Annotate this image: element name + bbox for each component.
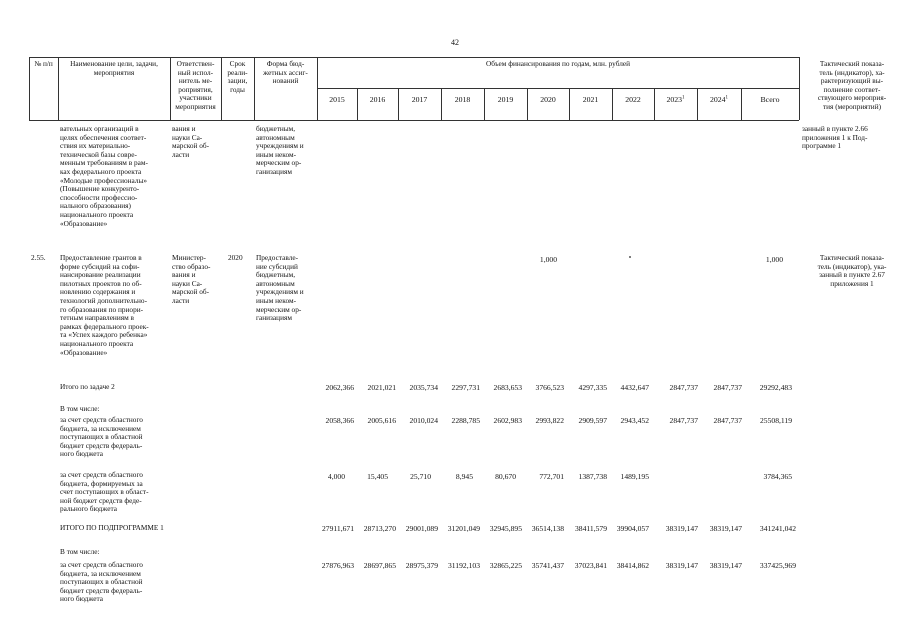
including-label: В том числе:	[60, 404, 100, 413]
federal-funds-label: за счет средств областного бюджета, формируемых за счет поступающих в област- ной бюджет средств феде- рального бюджета	[60, 470, 149, 514]
year-header: 2021	[582, 95, 599, 104]
value-total: 1,000	[765, 255, 783, 264]
value-cell: 27911,671	[322, 524, 354, 533]
value-cell: 2683,653	[493, 383, 522, 392]
col-form-header: Форма бюд- жетных ассиг- нований	[263, 59, 308, 86]
col-term-header: Срок реали- зации, годы	[227, 59, 248, 94]
year-header: 2016	[369, 95, 386, 104]
subprogram-total-label: ИТОГО ПО ПОДПРОГРАММЕ 1	[60, 523, 164, 532]
value-cell: 39904,057	[616, 524, 649, 533]
value-cell: 80,670	[495, 472, 516, 481]
value-cell: 29001,089	[405, 524, 438, 533]
year-header: 2023$^1$	[666, 95, 685, 104]
value-cell: 29292,483	[759, 383, 792, 392]
value-cell: 2005,616	[367, 416, 396, 425]
year-header: 2022	[625, 95, 641, 104]
including-label: В том числе:	[60, 547, 100, 556]
value-cell: 38411,579	[575, 524, 607, 533]
value-cell: 772,701	[539, 472, 564, 481]
year-header: 2015	[329, 95, 345, 104]
value-cell: 28975,379	[405, 561, 438, 570]
col-indicator-header: Тактический показа- тель (индикатор), ха- рактеризующий вы- полнение соответ- ствующего мероприя- тия (мероприятий)	[817, 59, 887, 111]
year-header-total: Всего	[760, 95, 780, 104]
value-cell: 25,710	[410, 472, 431, 481]
value-cell: 2288,785	[451, 416, 480, 425]
year-header: 2018	[454, 95, 471, 104]
value-cell: 38319,147	[665, 561, 698, 570]
regional-budget-label: за счет средств областного бюджета, за исключением поступающих в областной бюджет средств федераль- ного бюджета	[60, 415, 143, 459]
indicator: Тактический показа- тель (индикатор), ука- занный в пункте 2.67 приложения 1	[817, 253, 887, 288]
value-cell: 38319,147	[709, 561, 742, 570]
dot-mark	[629, 256, 631, 258]
value-cell: 37023,841	[574, 561, 607, 570]
value-cell: 2847,737	[669, 416, 698, 425]
value-cell: 341241,042	[759, 524, 796, 533]
value-cell: 2021,021	[367, 383, 396, 392]
task2-label: Итого по задаче 2	[60, 382, 115, 391]
value-cell: 27876,963	[321, 561, 354, 570]
col-number-header: № п/п	[34, 59, 53, 68]
value-cell: 2297,731	[451, 383, 480, 392]
value-cell: 1489,195	[620, 472, 649, 481]
value-cell: 8,945	[455, 472, 473, 481]
value-cell: 2943,452	[620, 416, 649, 425]
col-responsible-header: Ответствен- ный испол- нитель ме- роприятия, участники мероприятия	[175, 59, 216, 111]
value-cell: 2062,366	[325, 383, 354, 392]
value-cell: 2010,024	[409, 416, 438, 425]
value-cell: 31201,049	[447, 524, 480, 533]
value-cell: 38319,147	[709, 524, 742, 533]
term: 2020	[228, 253, 243, 262]
value-cell: 2035,734	[409, 383, 438, 392]
value-cell: 32865,225	[489, 561, 522, 570]
value-cell: 36514,138	[531, 524, 564, 533]
value-cell: 337425,969	[759, 561, 796, 570]
year-header: 2019	[497, 95, 514, 104]
value-2020: 1,000	[539, 255, 557, 264]
value-cell: 2058,366	[325, 416, 354, 425]
measure-name: Предоставление грантов в форме субсидий на софи- нансирование реализации пилотных проектов по об- новлению содержания и технологий дополнительно- го образования по приори- тетным направлениям в рамках федерального проек- та «Успех каждого ребенка» национального проекта «Образование»	[60, 253, 149, 357]
responsible: Министер- ство образо- вания и науки Са- марской об- ласти	[172, 253, 211, 305]
regional-budget-label: за счет средств областного бюджета, за исключением поступающих в областной бюджет средств федераль- ного бюджета	[60, 560, 143, 604]
indicator-continued: занный в пункте 2.66 приложения 1 к Под- программе 1	[802, 124, 868, 151]
value-cell: 2909,597	[578, 416, 607, 425]
responsible-continued: вания и науки Са- марской об- ласти	[172, 124, 210, 159]
value-cell: 4297,335	[578, 383, 607, 392]
value-cell: 35741,437	[531, 561, 564, 570]
col-name-header: Наименование цели, задачи, мероприятия	[70, 59, 158, 77]
value-cell: 1387,738	[578, 472, 607, 481]
measure-name-continued: вательных организаций в целях обеспечения соответ- ствия их материально- технической базы совре- менным требованиям в рам- ках федерального проекта «Молодые профессионалы» (Повышение конкуренто- способности профессио- нального образования) национального проекта «Образование»	[60, 124, 148, 228]
value-cell: 3766,523	[535, 383, 564, 392]
value-cell: 4432,647	[620, 383, 649, 392]
page-number: 42	[451, 38, 459, 47]
year-header: 2024$^1$	[709, 95, 729, 104]
value-cell: 38319,147	[665, 524, 698, 533]
value-cell: 28713,270	[363, 524, 396, 533]
value-cell: 15,405	[367, 472, 388, 481]
value-cell: 2993,822	[535, 416, 564, 425]
value-cell: 2847,737	[713, 383, 742, 392]
value-cell: 2602,983	[493, 416, 522, 425]
value-cell: 2847,737	[669, 383, 698, 392]
value-cell: 25508,119	[760, 416, 792, 425]
form: Предоставле- ние субсидий бюджетным, автономным учреждениям и иным неком- мерческим ор- ганизациям	[256, 253, 304, 323]
value-cell: 31192,103	[448, 561, 480, 570]
year-header: 2017	[411, 95, 428, 104]
value-cell: 3784,365	[763, 472, 792, 481]
value-cell: 4,000	[327, 472, 345, 481]
col-funding-header: Объем финансирования по годам, млн. рублей	[485, 59, 631, 68]
form-continued: бюджетным, автономным учреждениям и иным неком- мерческим ор- ганизациям	[256, 124, 304, 176]
value-cell: 2847,737	[713, 416, 742, 425]
value-cell: 28697,865	[363, 561, 396, 570]
value-cell: 38414,862	[616, 561, 649, 570]
row-number: 2.55.	[31, 253, 46, 262]
year-header: 2020	[540, 95, 556, 104]
value-cell: 32945,895	[489, 524, 522, 533]
